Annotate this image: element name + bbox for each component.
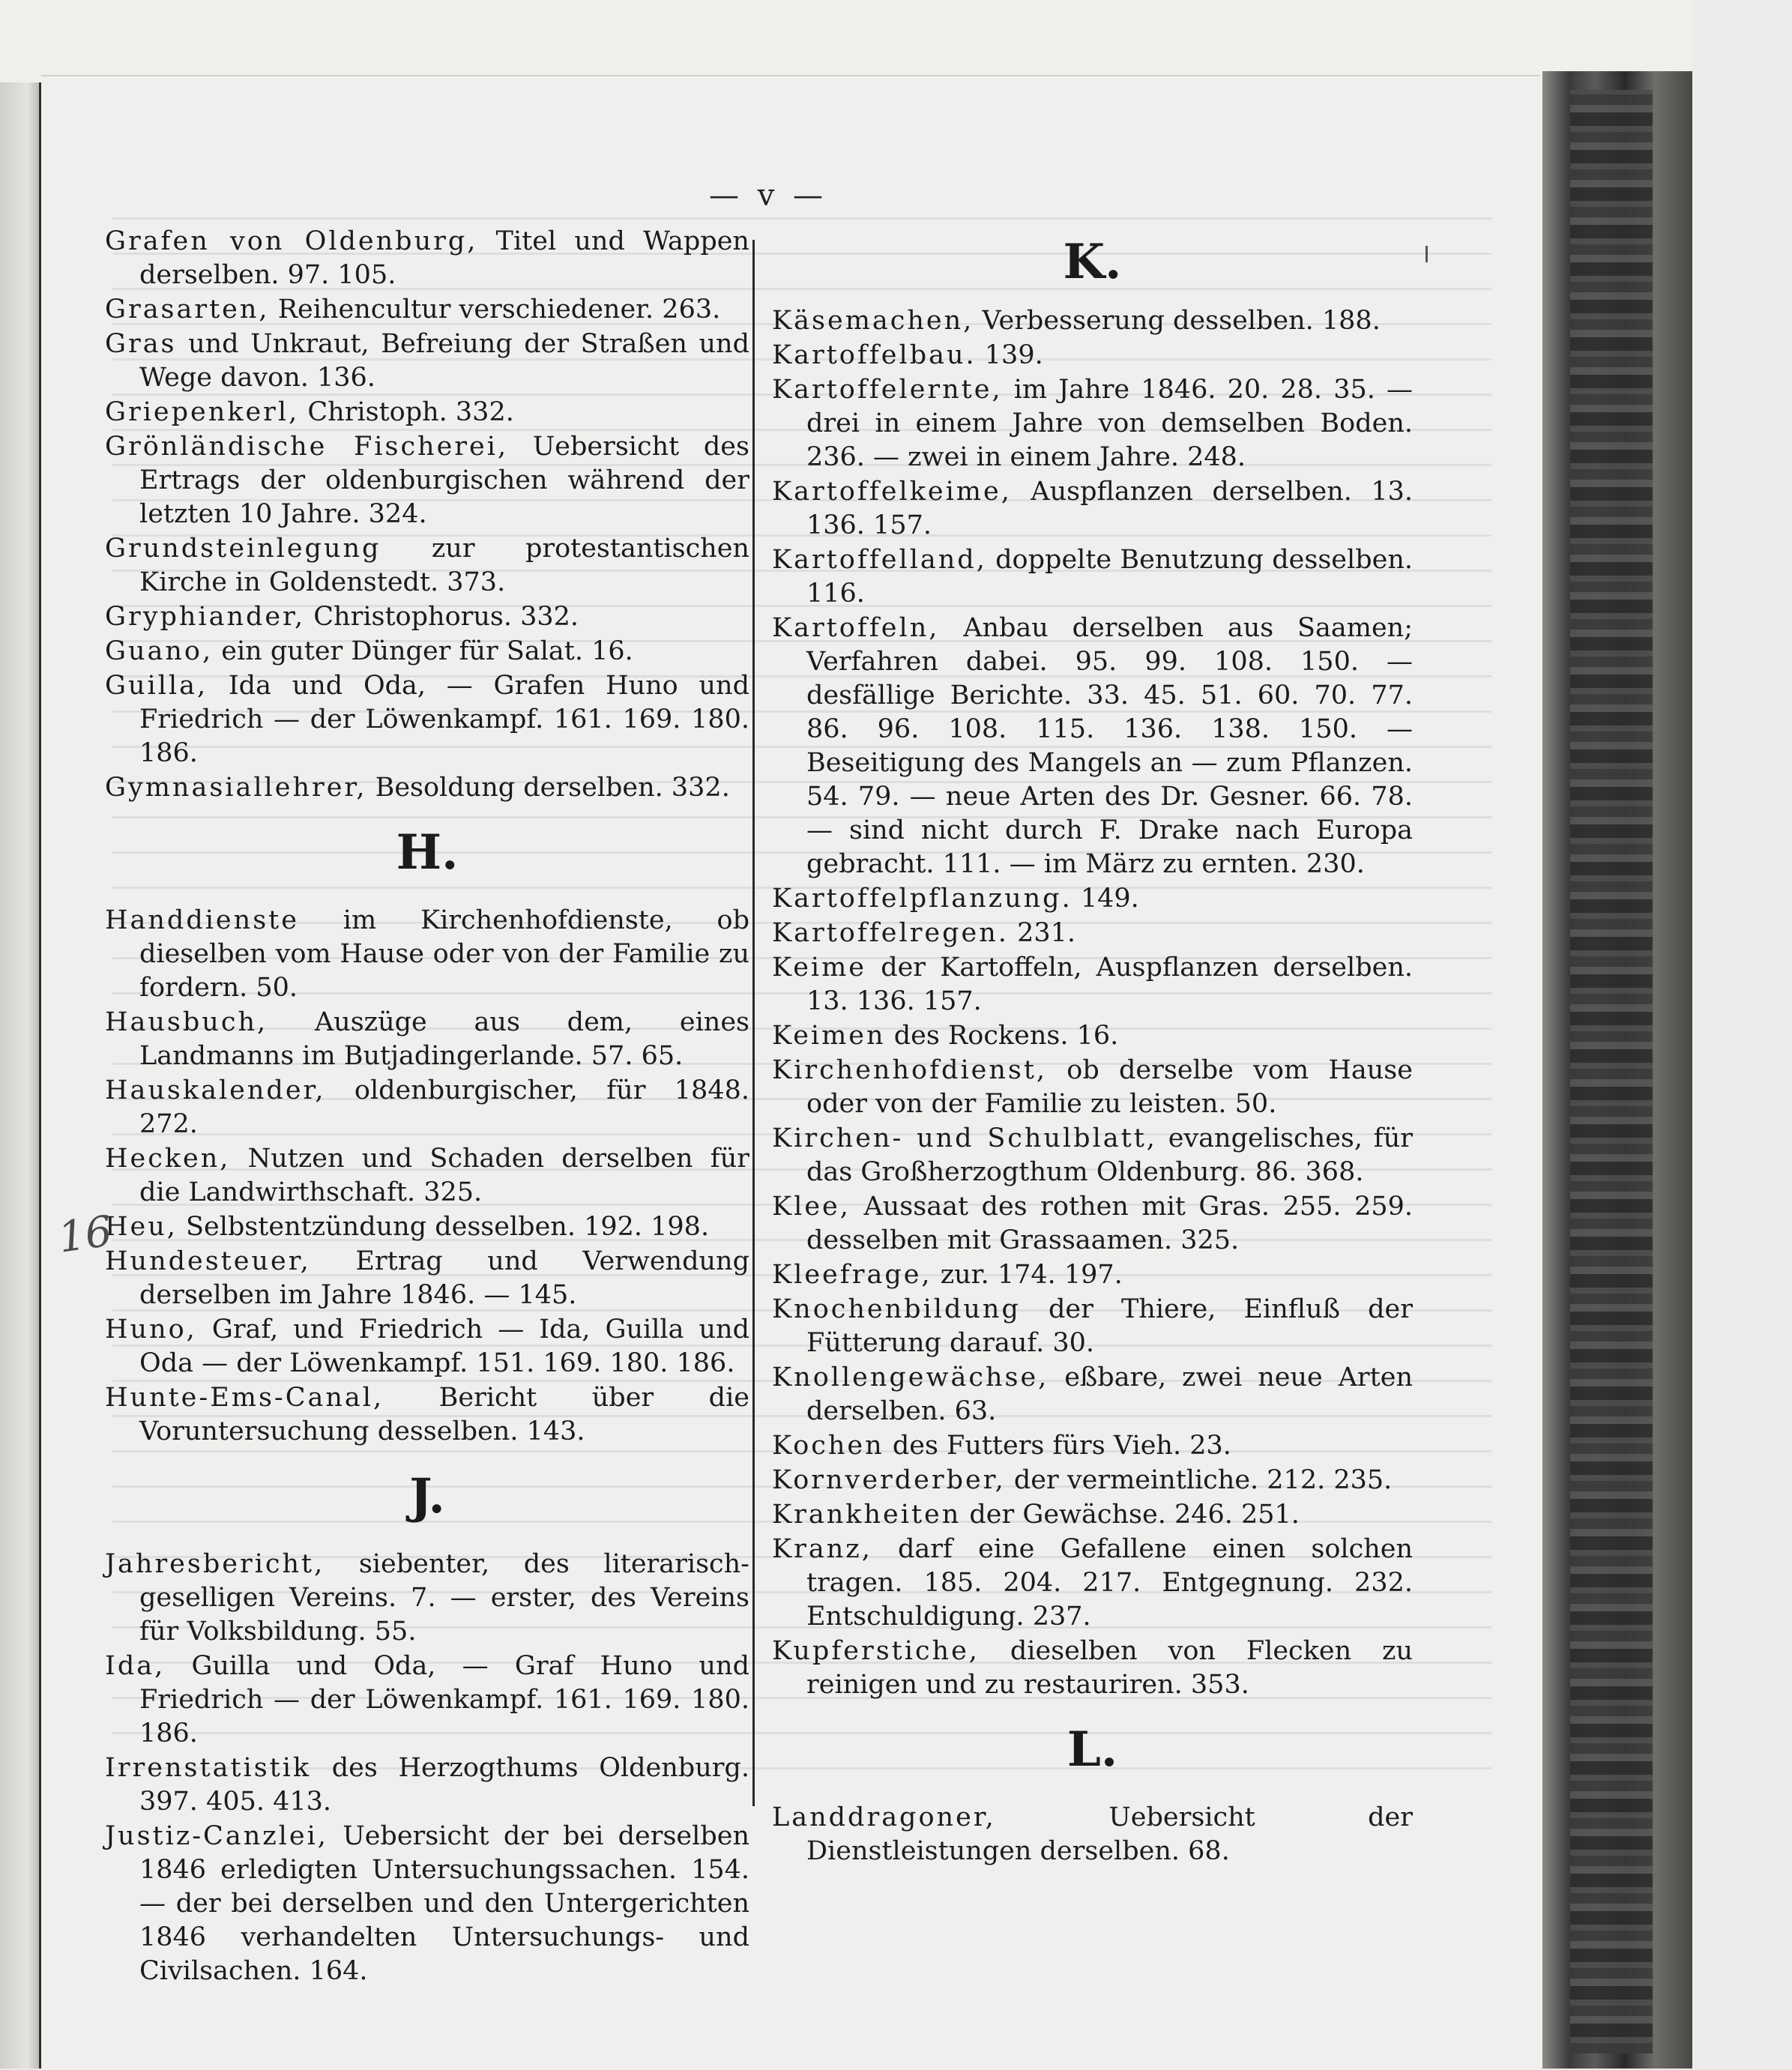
index-entry — [772, 1361, 1413, 1428]
index-entry-heading: Keimen — [772, 1021, 886, 1051]
index-entry-references: Selbstentzündung desselben. 192. 198. — [186, 1212, 710, 1242]
index-entry-references: oldenburgischer, für 1848. 272. — [139, 1075, 749, 1139]
index-entry-references: der Thiere, Einfluß der Fütterung darauf. 30. — [806, 1294, 1413, 1358]
index-entry-references: siebenter, des literarisch-geselligen Vereins. 7. — erster, des Vereins für Volksbildung. 55. — [139, 1549, 749, 1647]
index-entry-heading: Hausbuch, — [105, 1007, 268, 1037]
index-entry-heading: Knollengewächse, — [772, 1363, 1049, 1392]
index-entry-references: der vermeintliche. 212. 235. — [1013, 1465, 1393, 1495]
index-entry-references: und Unkraut, Befreiung der Straßen und Wege davon. 136. — [139, 329, 749, 393]
index-entry-heading: Kirchen- und Schulblatt, — [772, 1123, 1157, 1153]
index-entry-references: Uebersicht der bei derselben 1846 erledigten Untersuchungssachen. 154. — der bei derselben und den Untergerichten 1846 verhandelten Untersuchungs- und Civilsachen. 164. — [139, 1821, 749, 1986]
index-entry-references: 149. — [1080, 884, 1139, 914]
index-entry-references: ob derselbe vom Hause oder von der Familie zu leisten. 50. — [806, 1055, 1413, 1119]
index-entry — [105, 1313, 749, 1380]
index-entry-heading: Kartoffelbau. — [772, 340, 977, 370]
index-entry-heading: Kleefrage, — [772, 1260, 932, 1290]
index-entry — [772, 1635, 1413, 1702]
index-entry-heading: Kirchenhofdienst, — [772, 1055, 1048, 1085]
index-entry — [105, 1751, 749, 1819]
index-entry — [105, 1006, 749, 1073]
index-entry-heading: Ida, — [105, 1651, 166, 1681]
index-entry-heading: Gryphiander, — [105, 602, 306, 632]
index-entry — [772, 1190, 1413, 1258]
section-letter: J. — [409, 1468, 445, 1524]
index-entry — [105, 904, 749, 1005]
index-entry-references: Verbesserung desselben. 188. — [982, 306, 1381, 336]
index-entry-heading: Kornverderber, — [772, 1465, 1006, 1495]
index-entry-references: ein guter Dünger für Salat. 16. — [221, 636, 633, 666]
index-entry-references: Reihencultur verschiedener. 263. — [277, 295, 721, 325]
index-entry-heading: Kranz, — [772, 1534, 872, 1564]
index-entry-heading: Kartoffelpflanzung. — [772, 884, 1073, 914]
index-entry-heading: Kartoffelland, — [772, 545, 987, 575]
scan-margin — [1692, 0, 1792, 2069]
index-entry-references: Guilla und Oda, — Graf Huno und Friedrich — der Löwenkampf. 161. 169. 180. 186. — [139, 1651, 749, 1748]
index-entry-references: Graf, und Friedrich — Ida, Guilla und Oda — der Löwenkampf. 151. 169. 180. 186. — [139, 1315, 749, 1378]
index-entry-heading: Handdienste — [105, 905, 299, 935]
index-entry — [772, 339, 1413, 372]
index-entry-references: 231. — [1017, 918, 1076, 948]
index-entry-references: Nutzen und Schaden derselben für die Landwirthschaft. 325. — [139, 1144, 749, 1207]
index-column-right — [772, 225, 1413, 1869]
cover-texture — [1570, 90, 1653, 2054]
index-entry-references: Christophorus. 332. — [313, 602, 579, 632]
index-entry-heading: Grönländische Fischerei, — [105, 432, 509, 462]
index-entry-references: Uebersicht des Ertrags der oldenburgischen während der letzten 10 Jahre. 324. — [139, 432, 749, 529]
index-entry — [105, 1245, 749, 1312]
index-entry — [772, 1498, 1413, 1532]
index-entry-heading: Käsemachen, — [772, 306, 974, 336]
index-entry — [105, 771, 749, 805]
index-entry-heading: Krankheiten — [772, 1500, 962, 1530]
index-entry — [772, 1293, 1413, 1360]
index-entry-heading: Grafen von Oldenburg, — [105, 226, 478, 256]
index-entry-heading: Kartoffelregen. — [772, 918, 1009, 948]
index-entry-heading: Landdragoner, — [772, 1802, 996, 1832]
index-entry — [772, 1122, 1413, 1189]
index-entry-heading: Hundesteuer, — [105, 1246, 311, 1276]
index-entry-references: Ida und Oda, — Grafen Huno und Friedrich — der Löwenkampf. 161. 169. 180. 186. — [139, 671, 749, 768]
index-entry — [105, 1210, 749, 1244]
index-entry — [105, 600, 749, 634]
index-entry — [772, 951, 1413, 1019]
index-entry-heading: Knochenbildung — [772, 1294, 1021, 1324]
index-entry-heading: Keime — [772, 953, 867, 983]
index-entry — [105, 396, 749, 429]
index-entry-heading: Irrenstatistik — [105, 1753, 312, 1783]
index-entry-heading: Guilla, — [105, 671, 208, 701]
index-entry-references: Bericht über die Voruntersuchung desselben. 143. — [139, 1383, 749, 1446]
index-entry-references: Uebersicht der Dienstleistungen derselben. 68. — [806, 1802, 1413, 1866]
index-entry-heading: Kartoffeln, — [772, 613, 940, 643]
index-entry-references: des Futters fürs Vieh. 23. — [892, 1431, 1231, 1461]
index-entry-heading: Hecken, — [105, 1144, 231, 1174]
index-entry — [105, 430, 749, 531]
index-entry-references: des Herzogthums Oldenburg. 397. 405. 413. — [139, 1753, 749, 1817]
index-entry — [772, 882, 1413, 916]
index-entry-heading: Justiz-Canzlei, — [105, 1821, 328, 1851]
index-entry — [105, 1820, 749, 1988]
index-entry-heading: Heu, — [105, 1212, 178, 1242]
section-letter: L. — [1067, 1722, 1118, 1778]
index-entry-heading: Kochen — [772, 1431, 884, 1461]
index-entry-heading: Hunte-Ems-Canal, — [105, 1383, 384, 1413]
index-entry — [772, 1429, 1413, 1463]
index-entry — [105, 1142, 749, 1210]
index-entry — [105, 1074, 749, 1141]
index-entry — [105, 1548, 749, 1649]
index-entry — [772, 1054, 1413, 1121]
index-entry-references: Aussaat des rothen mit Gras. 255. 259. desselben mit Grassaamen. 325. — [806, 1192, 1413, 1255]
index-entry — [772, 1533, 1413, 1634]
index-entry-heading: Grundsteinlegung — [105, 534, 381, 564]
index-entry — [105, 328, 749, 395]
index-entry-heading: Kartoffelernte, — [772, 375, 1003, 405]
index-entry-heading: Guano, — [105, 636, 214, 666]
index-entry-references: darf eine Gefallene einen solchen tragen. 185. 204. 217. Entgegnung. 232. Entschuldigung. 237. — [806, 1534, 1413, 1632]
handwritten-margin-note: 16 — [55, 1207, 115, 1263]
index-entry-heading: Gymnasiallehrer, — [105, 773, 367, 803]
index-entry — [105, 1381, 749, 1449]
index-entry-references: Christoph. 332. — [307, 397, 514, 427]
index-entry-references: zur. 174. 197. — [940, 1260, 1123, 1290]
index-entry — [105, 532, 749, 600]
index-entry — [105, 225, 749, 292]
index-entry-references: zur protestantischen Kirche in Goldenstedt. 373. — [139, 534, 749, 597]
index-entry-references: Anbau derselben aus Saamen; Verfahren dabei. 95. 99. 108. 150. — desfällige Berichte. 33. 45. 51. 60. 70. 77. 86. 96. 108. 115. 136. 138. 150. — Beseitigung des Mangels an — zum Pflanzen. 54. 79. — neue Arten des Dr. Gesner. 66. 78. — sind nicht durch F. Drake nach Europa gebracht. 111. — im März zu ernten. 230. — [806, 613, 1413, 879]
index-entry-heading: Kartoffelkeime, — [772, 477, 1012, 507]
index-entry-heading: Huno, — [105, 1315, 197, 1345]
section-letter: H. — [396, 824, 459, 881]
index-entry — [105, 293, 749, 327]
index-entry — [772, 612, 1413, 881]
index-entry-heading: Gras — [105, 329, 177, 359]
index-entry — [772, 1019, 1413, 1053]
index-entry-heading: Grasarten, — [105, 295, 270, 325]
index-entry-references: doppelte Benutzung desselben. 116. — [806, 545, 1413, 609]
index-entry-references: Auspflanzen derselben. 13. 136. 157. — [806, 477, 1413, 540]
spine-mark — [1426, 246, 1428, 262]
index-entry-references: im Jahre 1846. 20. 28. 35. — drei in einem Jahre von demselben Boden. 236. — zwei in einem Jahre. 248. — [806, 375, 1413, 472]
index-entry — [105, 1650, 749, 1751]
index-entry — [772, 373, 1413, 474]
index-entry-heading: Hauskalender, — [105, 1075, 326, 1105]
index-entry-references: Besoldung derselben. 332. — [375, 773, 730, 803]
index-entry — [772, 304, 1413, 338]
index-entry — [105, 669, 749, 770]
index-entry-heading: Klee, — [772, 1192, 851, 1222]
index-entry — [105, 635, 749, 669]
page-number-header: — v — — [708, 178, 828, 213]
index-entry-references: Ertrag und Verwendung derselben im Jahre 1846. — 145. — [139, 1246, 749, 1310]
index-entry — [772, 1464, 1413, 1497]
index-entry — [772, 1801, 1413, 1868]
index-entry-references: der Gewächse. 246. 251. — [969, 1500, 1300, 1530]
index-entry-heading: Griepenkerl, — [105, 397, 300, 427]
index-entry-references: Auszüge aus dem, eines Landmanns im Butjadingerlande. 57. 65. — [139, 1007, 749, 1071]
index-entry-heading: Kupferstiche, — [772, 1636, 980, 1666]
index-entry — [772, 475, 1413, 543]
index-entry-heading: Jahresbericht, — [105, 1549, 325, 1579]
index-entry-references: im Kirchenhofdienste, ob dieselben vom Hause oder von der Familie zu fordern. 50. — [139, 905, 749, 1003]
previous-page-edge — [0, 82, 41, 2069]
column-divider — [752, 240, 755, 1806]
index-entry — [772, 1258, 1413, 1292]
index-entry-references: des Rockens. 16. — [893, 1021, 1119, 1051]
index-entry-references: der Kartoffeln, Auspflanzen derselben. 13. 136. 157. — [806, 953, 1413, 1016]
section-letter: K. — [1063, 234, 1122, 290]
index-entry-references: evangelisches, für das Großherzogthum Oldenburg. 86. 368. — [806, 1123, 1413, 1187]
index-entry — [772, 543, 1413, 611]
index-entry — [772, 917, 1413, 950]
index-entry-references: Titel und Wappen derselben. 97. 105. — [139, 226, 749, 290]
index-column-left — [105, 225, 749, 1989]
index-entry-references: dieselben von Flecken zu reinigen und zu restauriren. 353. — [806, 1636, 1413, 1700]
index-entry-references: 139. — [984, 340, 1043, 370]
index-entry-references: eßbare, zwei neue Arten derselben. 63. — [806, 1363, 1413, 1426]
